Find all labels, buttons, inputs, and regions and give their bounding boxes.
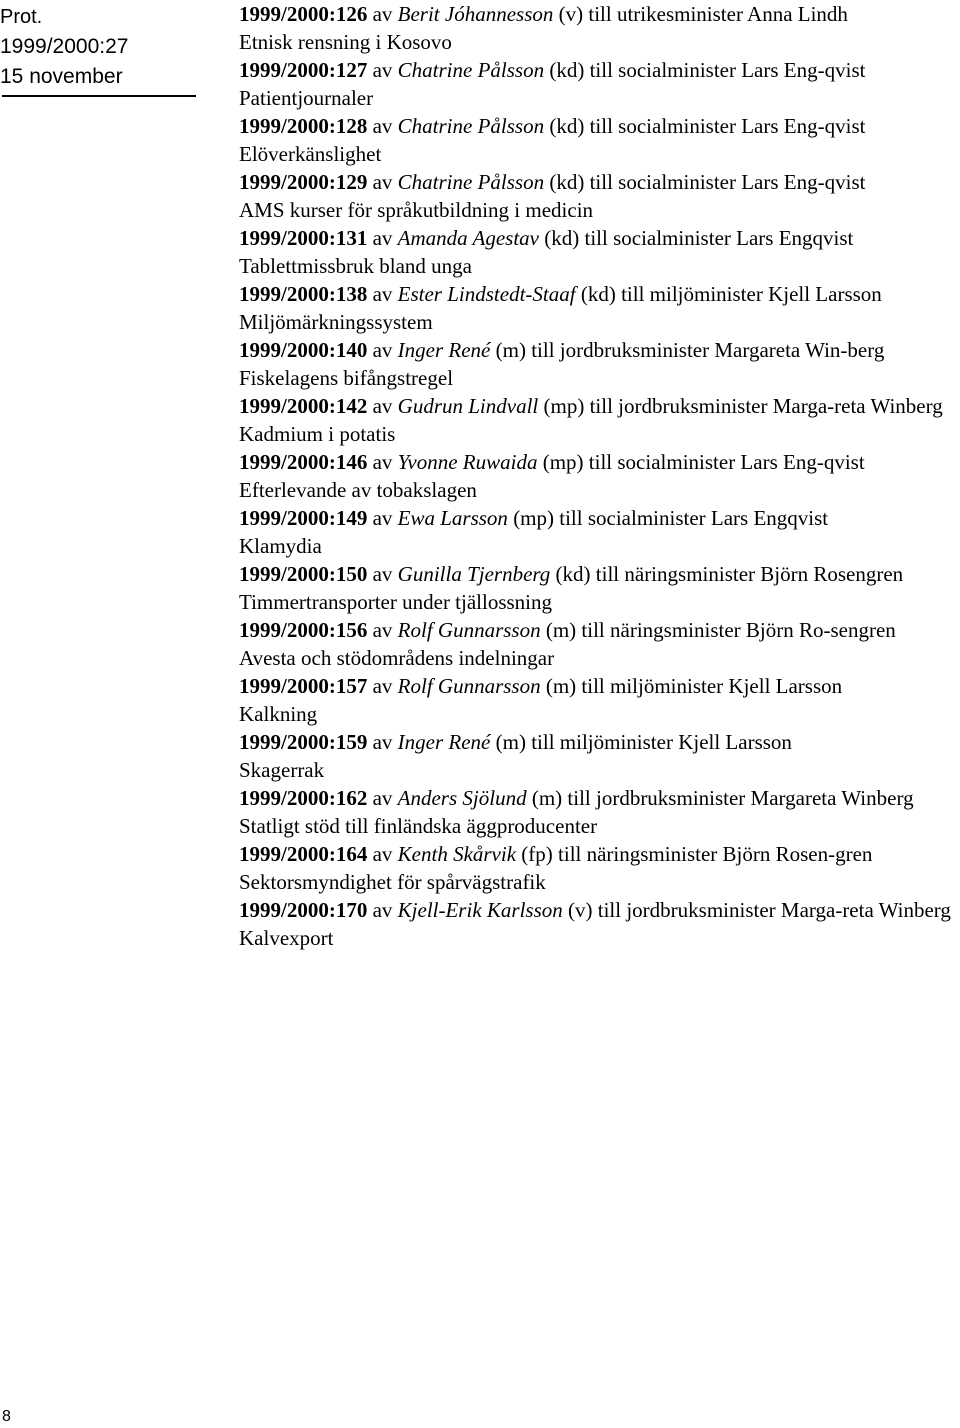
entry-number: 1999/2000:129 xyxy=(239,170,368,194)
entry-line xyxy=(239,280,957,308)
entry-recipient: (m) till näringsminister Björn Ro-sengren xyxy=(545,618,896,642)
entry-recipient: (mp) till jordbruksminister Marga-reta Winberg xyxy=(543,394,943,418)
entry-line xyxy=(239,112,957,140)
entry-title: Timmertransporter under tjällossning xyxy=(239,590,553,614)
entry-author: Berit Jóhannesson xyxy=(397,2,554,26)
margin-header xyxy=(0,2,200,92)
entry-title: Kalkning xyxy=(239,702,318,726)
entry-line xyxy=(239,168,957,196)
entry-recipient: (kd) till socialminister Lars Eng-qvist xyxy=(549,114,866,138)
entry-recipient: (m) till miljöminister Kjell Larsson xyxy=(495,730,792,754)
entry-title: Kalvexport xyxy=(239,926,334,950)
entry-number: 1999/2000:162 xyxy=(239,786,368,810)
entry-line xyxy=(239,56,957,84)
entry-av: av xyxy=(372,898,393,922)
entry-av: av xyxy=(372,618,393,642)
entry-author: Chatrine Pålsson xyxy=(397,170,545,194)
entry-author: Kenth Skårvik xyxy=(397,842,517,866)
entry-number: 1999/2000:142 xyxy=(239,394,368,418)
entry-recipient: (kd) till socialminister Lars Eng-qvist xyxy=(549,170,866,194)
entry-av: av xyxy=(372,114,393,138)
entry-av: av xyxy=(372,394,393,418)
entry-author: Rolf Gunnarsson xyxy=(397,618,541,642)
entry-recipient: (mp) till socialminister Lars Eng-qvist xyxy=(542,450,865,474)
entry-recipient: (kd) till miljöminister Kjell Larsson xyxy=(580,282,882,306)
entry-av: av xyxy=(372,226,393,250)
entry-title: Elöverkänslighet xyxy=(239,142,382,166)
entry-author: Chatrine Pålsson xyxy=(397,58,545,82)
entry-av: av xyxy=(372,58,393,82)
entry-recipient: (kd) till socialminister Lars Eng-qvist xyxy=(549,58,866,82)
entry-av: av xyxy=(372,730,393,754)
entry-title: Klamydia xyxy=(239,534,322,558)
entry-title: Kadmium i potatis xyxy=(239,422,396,446)
interpellation-list xyxy=(239,0,957,952)
entry-number: 1999/2000:156 xyxy=(239,618,368,642)
entry-line xyxy=(239,504,957,532)
entry-number: 1999/2000:149 xyxy=(239,506,368,530)
margin-divider xyxy=(2,95,196,97)
entry-title: Fiskelagens bifångstregel xyxy=(239,366,454,390)
entry-recipient: (v) till jordbruksminister Marga-reta Winberg xyxy=(568,898,951,922)
entry-number: 1999/2000:146 xyxy=(239,450,368,474)
entry-av: av xyxy=(372,842,393,866)
entry-number: 1999/2000:159 xyxy=(239,730,368,754)
entry-author: Yvonne Ruwaida xyxy=(397,450,538,474)
entry-author: Chatrine Pålsson xyxy=(397,114,545,138)
page-number: 8 xyxy=(2,1408,11,1425)
entry-title: AMS kurser för språkutbildning i medicin xyxy=(239,198,594,222)
entry-recipient: (mp) till socialminister Lars Engqvist xyxy=(513,506,829,530)
entry-title: Etnisk rensning i Kosovo xyxy=(239,30,452,54)
entry-number: 1999/2000:128 xyxy=(239,114,368,138)
entry-av: av xyxy=(372,506,393,530)
protocol-number: 1999/2000:27 xyxy=(0,35,129,58)
entry-title: Efterlevande av tobakslagen xyxy=(239,478,477,502)
entry-number: 1999/2000:150 xyxy=(239,562,368,586)
entry-av: av xyxy=(372,786,393,810)
entry-line xyxy=(239,784,957,812)
entry-number: 1999/2000:127 xyxy=(239,58,368,82)
protocol-label: Prot. xyxy=(0,6,43,28)
entry-number: 1999/2000:140 xyxy=(239,338,368,362)
entry-author: Ester Lindstedt-Staaf xyxy=(397,282,576,306)
entry-author: Gudrun Lindvall xyxy=(397,394,539,418)
entry-line xyxy=(239,0,957,28)
entry-line xyxy=(239,728,957,756)
entry-line xyxy=(239,840,957,868)
entry-number: 1999/2000:164 xyxy=(239,842,368,866)
entry-line xyxy=(239,896,957,924)
entry-author: Ewa Larsson xyxy=(397,506,508,530)
entry-recipient: (m) till jordbruksminister Margareta Winberg xyxy=(531,786,914,810)
entry-author: Gunilla Tjernberg xyxy=(397,562,551,586)
protocol-date: 15 november xyxy=(0,65,123,88)
entry-number: 1999/2000:138 xyxy=(239,282,368,306)
entry-number: 1999/2000:126 xyxy=(239,2,368,26)
entry-recipient: (m) till jordbruksminister Margareta Win-berg xyxy=(495,338,885,362)
entry-author: Rolf Gunnarsson xyxy=(397,674,541,698)
entry-line xyxy=(239,616,957,644)
entry-title: Sektorsmyndighet för spårvägstrafik xyxy=(239,870,546,894)
entry-author: Kjell-Erik Karlsson xyxy=(397,898,563,922)
entry-title: Miljömärkningssystem xyxy=(239,310,433,334)
entry-av: av xyxy=(372,170,393,194)
entry-av: av xyxy=(372,282,393,306)
entry-title: Skagerrak xyxy=(239,758,325,782)
entry-recipient: (kd) till socialminister Lars Engqvist xyxy=(544,226,854,250)
entry-author: Inger René xyxy=(397,338,491,362)
entry-line xyxy=(239,392,957,420)
entry-av: av xyxy=(372,562,393,586)
entry-line xyxy=(239,336,957,364)
entry-av: av xyxy=(372,2,393,26)
entry-author: Anders Sjölund xyxy=(397,786,527,810)
entry-number: 1999/2000:157 xyxy=(239,674,368,698)
entry-line xyxy=(239,672,957,700)
entry-title: Statligt stöd till finländska äggproducenter xyxy=(239,814,598,838)
entry-recipient: (m) till miljöminister Kjell Larsson xyxy=(545,674,843,698)
entry-av: av xyxy=(372,450,393,474)
entry-av: av xyxy=(372,674,393,698)
entry-title: Patientjournaler xyxy=(239,86,374,110)
entry-title: Avesta och stödområdens indelningar xyxy=(239,646,555,670)
entry-line xyxy=(239,448,957,476)
entry-number: 1999/2000:131 xyxy=(239,226,368,250)
entry-av: av xyxy=(372,338,393,362)
entry-line xyxy=(239,224,957,252)
entry-recipient: (fp) till näringsminister Björn Rosen-gren xyxy=(521,842,873,866)
entry-recipient: (kd) till näringsminister Björn Rosengren xyxy=(555,562,904,586)
entry-author: Amanda Agestav xyxy=(397,226,539,250)
entry-title: Tablettmissbruk bland unga xyxy=(239,254,472,278)
entry-number: 1999/2000:170 xyxy=(239,898,368,922)
entry-author: Inger René xyxy=(397,730,491,754)
entry-line xyxy=(239,560,957,588)
entry-recipient: (v) till utrikesminister Anna Lindh xyxy=(558,2,848,26)
